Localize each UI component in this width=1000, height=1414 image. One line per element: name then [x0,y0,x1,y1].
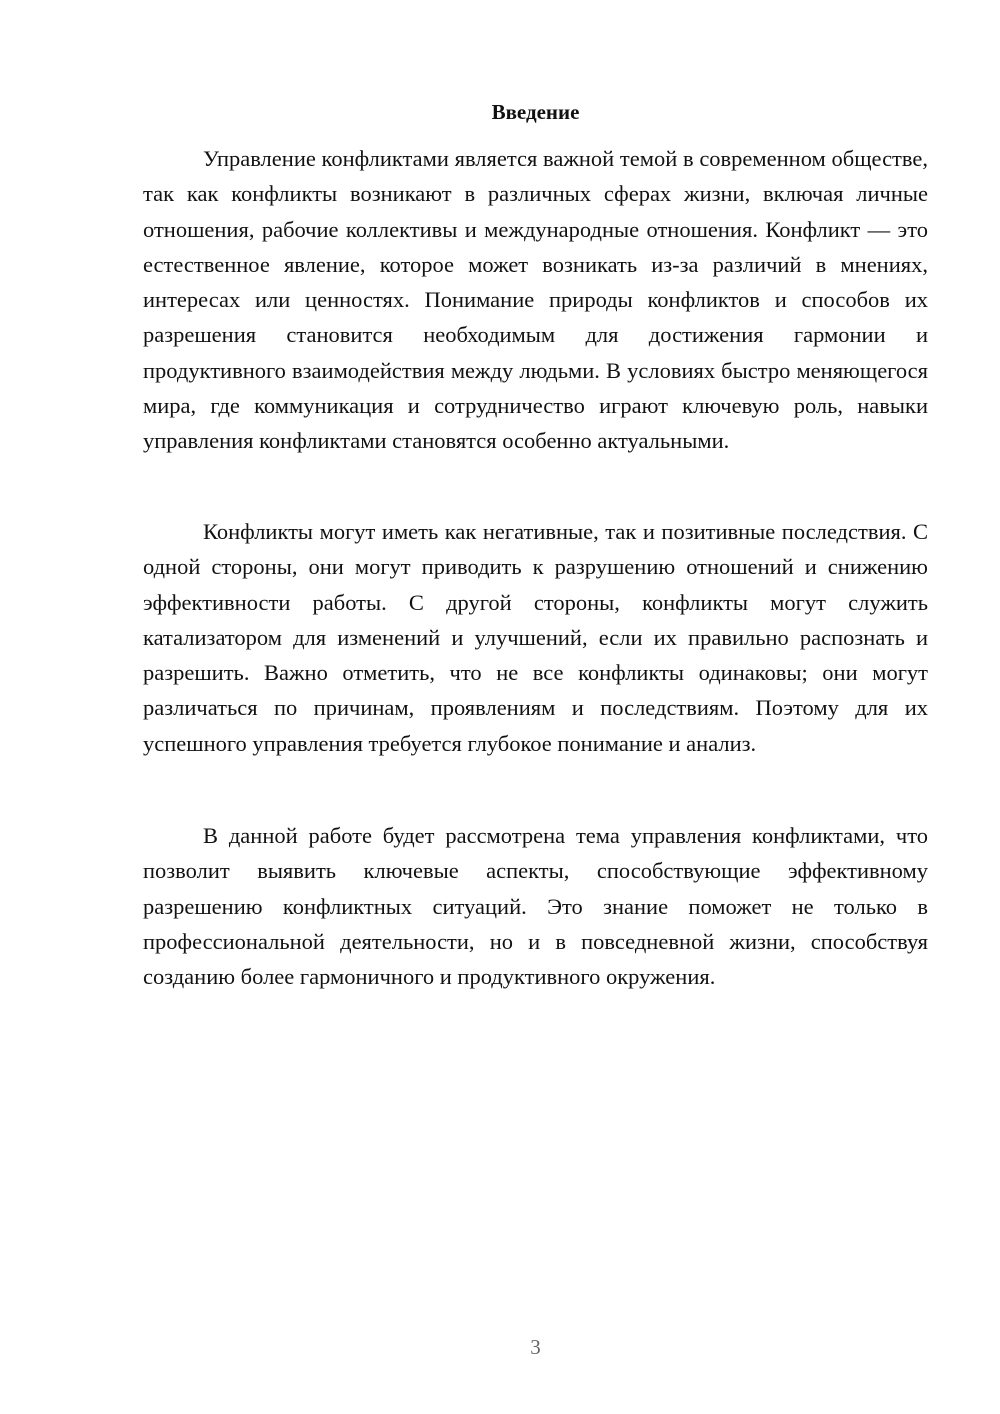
page-number: 3 [530,1335,541,1359]
paragraph-consequences: Конфликты могут иметь как негативные, так и позитивные последствия. С одной стороны, они могут приводить к разрушению отношений и снижению эффективности работы. С другой стороны, конфликты могут служить катализатором для изменений и улучшений, если их правильно распознать и разрешить. Важно отметить, что не все конфликты одинаковы; они могут различаться по причинам, проявлениям и последствиям. Поэтому для их успешного управления требуется глубокое понимание и анализ. [143,519,928,756]
paragraph-scope: В данной работе будет рассмотрена тема управления конфликтами, что позволит выявить ключевые аспекты, способствующие эффективному разрешению конфликтных ситуаций. Это знание поможет не только в профессиональной деятельности, но и в повседневной жизни, способствуя созданию более гармоничного и продуктивного окружения. [143,823,928,990]
paragraph-intro: Управление конфликтами является важной темой в современном обществе, так как конфликты возникают в различных сферах жизни, включая личные отношения, рабочие коллективы и международные отношения. Конфликт — это естественное явление, которое может возникать из-за различий в мнениях, интересах или ценностях. Понимание природы конфликтов и способов их разрешения становится необходимым для достижения гармонии и продуктивного взаимодействия между людьми. В условиях быстро меняющегося мира, где коммуникация и сотрудничество играют ключевую роль, навыки управления конфликтами становятся особенно актуальными. [143,146,928,454]
page-title: Введение [491,100,580,124]
